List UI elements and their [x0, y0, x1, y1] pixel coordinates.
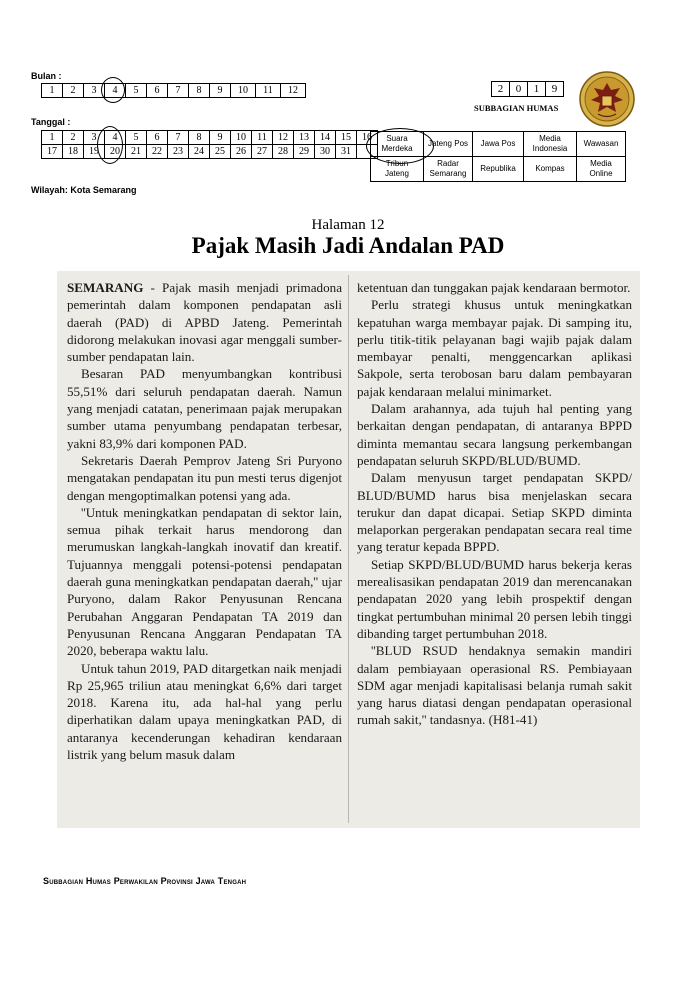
date-cell: 2	[63, 131, 84, 145]
date-cell: 17	[42, 145, 63, 159]
date-cell: 19	[84, 145, 105, 159]
media-cell: Suara Merdeka	[371, 132, 424, 157]
article-paragraph: ketentuan dan tunggakan pajak kendaraan bermotor.	[357, 280, 631, 295]
year-digit: 0	[510, 82, 528, 97]
bulan-label: Bulan :	[31, 71, 62, 81]
article-paragraph: ''BLUD RSUD hendaknya semakin mandiri dalam pembiayaan operasional RS. Pembiayaan SDM agar menjadi kapitalisasi belanja rumah sakit yang harus diatasi dengan pendapatan operasional rumah sakit,'' tandasnya. (H81-41)	[357, 643, 632, 728]
garuda-emblem-icon	[578, 70, 636, 128]
media-cell: Republika	[473, 157, 524, 182]
newspaper-clipping	[57, 271, 640, 828]
date-cell: 23	[168, 145, 189, 159]
selected-month-circle	[101, 77, 125, 103]
month-cell: 11	[256, 84, 281, 98]
date-cell: 28	[273, 145, 294, 159]
year-digit: 1	[528, 82, 546, 97]
date-cell: 1	[42, 131, 63, 145]
date-cell: 9	[210, 131, 231, 145]
article-paragraph: Setiap SKPD/BLUD/BUMD harus bekerja keras merealisasikan pendapatan 2019 dan merencanakan pendapatan 2020 yang lebih prospektif dengan tingkat pertumbuhan minimal 20 persen lebih tinggi dibanding target pertumbuhan 2018.	[357, 556, 632, 641]
article-paragraph: Dalam menyusun target pendapatan SKPD/ BLUD/BUMD harus bisa menjelaskan secara terukur dan dapat dicapai. Setiap SKPD diminta melaporkan pergerakan pendapatan secara real time yang teratur kepada BPPD.	[357, 470, 632, 555]
article-title: Pajak Masih Jadi Andalan PAD	[191, 233, 505, 258]
date-cell: 4	[105, 131, 126, 145]
date-cell: 26	[231, 145, 252, 159]
date-cell: 31	[336, 145, 357, 159]
media-cell: Jateng Pos	[424, 132, 473, 157]
month-cell: 4	[105, 84, 126, 98]
date-cell: 14	[315, 131, 336, 145]
media-cell: Jawa Pos	[473, 132, 524, 157]
year-digit: 2	[492, 82, 510, 97]
article-paragraph: Perlu strategi khusus untuk meningkatkan kepatuhan warga membayar pajak. Di samping itu, perlu titik-titik pelayanan bagi wajib pajak dalam membayar penalti, menggencarkan aplikasi Sakpole, serta terobosan baru dalam pembayaran pajak kendaraan melalui minimarket.	[357, 297, 632, 399]
date-cell: 18	[63, 145, 84, 159]
month-cell: 10	[231, 84, 256, 98]
tanggal-label: Tanggal :	[31, 117, 71, 127]
year-digit: 9	[546, 82, 564, 97]
date-cell: 7	[168, 131, 189, 145]
article-paragraph: Untuk tahun 2019, PAD ditargetkan naik menjadi Rp 25,965 triliun atau meningkat 6,6% dari target 2018. Karena itu, ada hal-hal yang perlu diperhatikan dalam upaya meningkatkan PAD, di antaranya kecenderungan kehadiran kendaraan listrik yang belum masuk dalam	[67, 660, 342, 763]
article-paragraph	[67, 279, 342, 365]
media-cell: Media Online	[577, 157, 626, 182]
month-cell: 8	[189, 84, 210, 98]
date-cell: 21	[126, 145, 147, 159]
media-cell: Radar Semarang	[424, 157, 473, 182]
month-cell: 2	[63, 84, 84, 98]
date-cell: 29	[294, 145, 315, 159]
media-cell: Tribun Jateng	[371, 157, 424, 182]
footer-org: Subbagian Humas Perwakilan Provinsi Jawa Tengah	[43, 876, 247, 886]
org-name: SUBBAGIAN HUMAS	[474, 103, 559, 113]
year-grid	[491, 81, 564, 97]
selected-media-circle	[366, 128, 434, 164]
article-paragraph: Dalam arahannya, ada tujuh hal penting yang berkaitan dengan pendapatan, di antaranya BPPD diminta memantau secara langsung perkembangan pendapatan seluruh SKPD/BLUD/BUMD.	[357, 401, 632, 468]
date-cell: 27	[252, 145, 273, 159]
month-cell: 1	[42, 84, 63, 98]
media-cell: Media Indonesia	[524, 132, 577, 157]
media-cell: Kompas	[524, 157, 577, 182]
month-cell: 6	[147, 84, 168, 98]
wilayah-label: Wilayah: Kota Semarang	[31, 185, 137, 195]
date-cell: 24	[189, 145, 210, 159]
page-number: Halaman 12	[311, 217, 385, 233]
date-cell: 20	[105, 145, 126, 159]
date-cell: 15	[336, 131, 357, 145]
date-cell: 3	[84, 131, 105, 145]
month-cell: 12	[281, 84, 306, 98]
date-cell: 8	[189, 131, 210, 145]
selected-date-circle	[97, 126, 123, 164]
month-cell: 5	[126, 84, 147, 98]
column-divider	[348, 275, 349, 823]
article-paragraph: Besaran PAD menyumbangkan kontribusi 55,51% dari seluruh pendapatan daerah. Namun yang menjadi catatan, penerimaan pajak merupakan sumber utama penyumbang pendapatan terbesar, yakni 83,9% dari komponen PAD.	[67, 366, 342, 451]
date-cell: 12	[273, 131, 294, 145]
month-cell: 7	[168, 84, 189, 98]
article-paragraph: ''Untuk meningkatkan pendapatan di sektor lain, semua pihak terkait harus mendorong dan merumuskan langkah-langkah inovatif dan kreatif. Tujuannya menggali potensi-potensi pendapatan daerah guna meningkatkan pendapatan daerah,'' ujar Puryono, dalam Rakor Penyusunan Rencana Perubahan Anggaran Pendapatan TA 2019 dan Penyusunan Rencana Anggaran Pendapatan TA 2020, beberapa waktu lalu.	[67, 504, 342, 659]
date-cell: 10	[231, 131, 252, 145]
date-cell: 16	[357, 131, 378, 145]
date-cell: 30	[315, 145, 336, 159]
date-cell: 6	[147, 131, 168, 145]
date-grid	[41, 130, 378, 159]
month-grid	[41, 83, 306, 98]
date-cell: 13	[294, 131, 315, 145]
date-cell: 11	[252, 131, 273, 145]
date-cell: 22	[147, 145, 168, 159]
month-cell: 9	[210, 84, 231, 98]
article-paragraph: Sekretaris Daerah Pemprov Jateng Sri Puryono mengatakan pendapatan itu pun mesti terus digenjot dengan mengoptimalkan potensi yang ada.	[67, 452, 342, 503]
date-cell: 5	[126, 131, 147, 145]
month-cell: 3	[84, 84, 105, 98]
date-cell: 25	[210, 145, 231, 159]
media-cell: Wawasan	[577, 132, 626, 157]
paragraph-text: - Pajak masih menjadi primadona pemerintah dalam komponen pendapatan asli daerah (PAD) di APBD Jateng. Pemerintah didorong melakukan inovasi agar menggali sumber-sumber pendapatan lain.	[67, 280, 342, 365]
article-column-2	[357, 279, 632, 729]
article-column-1	[67, 279, 342, 763]
dateline: SEMARANG	[67, 280, 144, 295]
